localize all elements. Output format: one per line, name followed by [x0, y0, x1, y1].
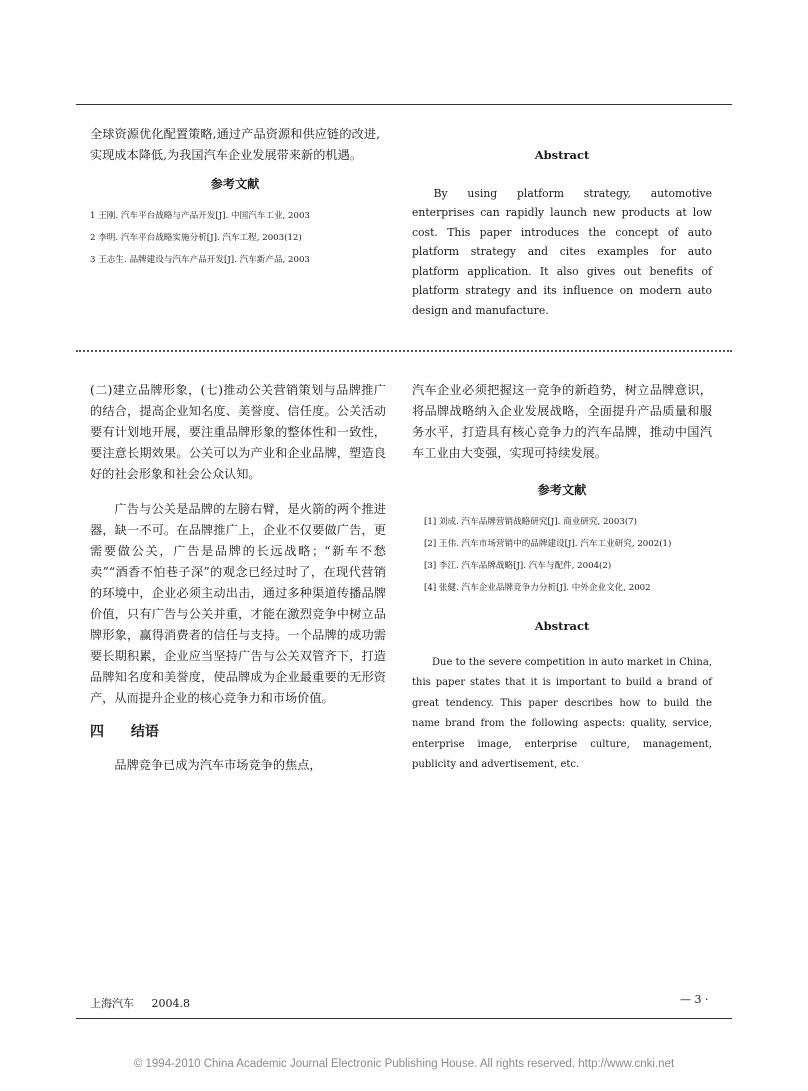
- copyright-notice: © 1994-2010 China Academic Journal Electronic Publishing House. All rights reserved. http://www.cnki.net: [133, 1058, 675, 1070]
- references-title: 参考文献: [537, 483, 587, 497]
- top-right-column: [412, 146, 712, 320]
- journal-name: 上海汽车: [90, 997, 134, 1010]
- reference-item: 1 王刚. 汽车平台战略与产品开发[J]. 中国汽车工业, 2003: [90, 211, 310, 221]
- page-dot: ·: [705, 993, 709, 1006]
- bottom-right-column: [412, 380, 712, 776]
- intro-paragraph: 全球资源优化配置策略,通过产品资源和供应链的改进,实现成本降低,为我国汽车企业发展带来新的机遇。: [90, 127, 380, 162]
- section-number: 四: [90, 724, 104, 740]
- body-paragraph: (二)建立品牌形象，(七)推动公关营销策划与品牌推广的结合，提高企业知名度、美誉度、信任度。公关活动要有计划地开展，要注重品牌形象的整体性和一致性，要注意长期效果。公关可以为产业和企业品牌，塑造良好的社会形象和社会公众认知。: [90, 383, 386, 481]
- reference-item: [2] 王伟. 汽车市场营销中的品牌建设[J]. 汽车工业研究, 2002(1): [424, 539, 672, 549]
- top-rule: [76, 104, 732, 105]
- bottom-rule: [76, 1018, 732, 1019]
- closing-paragraph: 品牌竞争已成为汽车市场竞争的焦点，: [114, 758, 322, 772]
- page-dash: —: [680, 993, 695, 1006]
- bottom-left-column: [90, 380, 386, 776]
- abstract-title: Abstract: [534, 619, 590, 633]
- reference-item: 3 王志生. 品牌建设与汽车产品开发[J]. 汽车新产品, 2003: [90, 255, 310, 265]
- top-left-column: [90, 124, 380, 271]
- page-number: 3: [694, 993, 702, 1006]
- reference-item: 2 李明. 汽车平台战略实施分析[J]. 汽车工程, 2003(12): [90, 233, 302, 243]
- abstract-text: Due to the severe competition in auto market in China, this paper states that it is important to build a brand of great tendency. This paper describes how to build the name brand from the following aspects: quality, service, enterprise image, enterprise culture, management, publicity and advertisement, etc.: [412, 656, 712, 770]
- section-heading: [90, 719, 386, 745]
- issue-number: 2004.8: [151, 997, 190, 1010]
- references-title: 参考文献: [210, 177, 260, 191]
- reference-item: [4] 张健. 汽车企业品牌竞争力分析[J]. 中外企业文化, 2002: [424, 583, 651, 593]
- abstract-text: By using platform strategy, automotive enterprises can rapidly launch new products at low cost. This paper introduces the concept of auto platform strategy and cites examples for auto platform application. It also gives out benefits of platform strategy and its influence on modern auto design and manufacture.: [412, 186, 712, 317]
- body-paragraph: 广告与公关是品牌的左膀右臂，是火箭的两个推进器，缺一不可。在品牌推广上，企业不仅要做广告，更需要做公关，广告是品牌的长远战略；“新车不愁卖”“酒香不怕巷子深”的观念已经过时了，在现代营销的环境中，企业必须主动出击，通过多种渠道传播品牌价值，只有广告与公关并重，才能在激烈竞争中树立品牌形象，赢得消费者的信任与支持。一个品牌的成功需要长期积累，企业应当坚持广告与公关双管齐下，打造品牌知名度和美誉度，使品牌成为企业最重要的无形资产，从而提升企业的核心竞争力和市场价值。: [90, 502, 386, 705]
- footer-journal: [90, 995, 190, 1011]
- body-paragraph: 汽车企业必须把握这一竞争的新趋势，树立品牌意识，将品牌战略纳入企业发展战略，全面提升产品质量和服务水平，打造具有核心竞争力的汽车品牌，推动中国汽车工业由大变强，实现可持续发展。: [412, 383, 712, 460]
- footer-page: [680, 993, 709, 1006]
- section-title: 结语: [130, 724, 159, 740]
- reference-item: [1] 刘成. 汽车品牌营销战略研究[J]. 商业研究, 2003(7): [424, 517, 637, 527]
- reference-item: [3] 李江. 汽车品牌战略[J]. 汽车与配件, 2004(2): [424, 561, 612, 571]
- section-divider: [76, 350, 732, 352]
- abstract-title: Abstract: [534, 148, 590, 162]
